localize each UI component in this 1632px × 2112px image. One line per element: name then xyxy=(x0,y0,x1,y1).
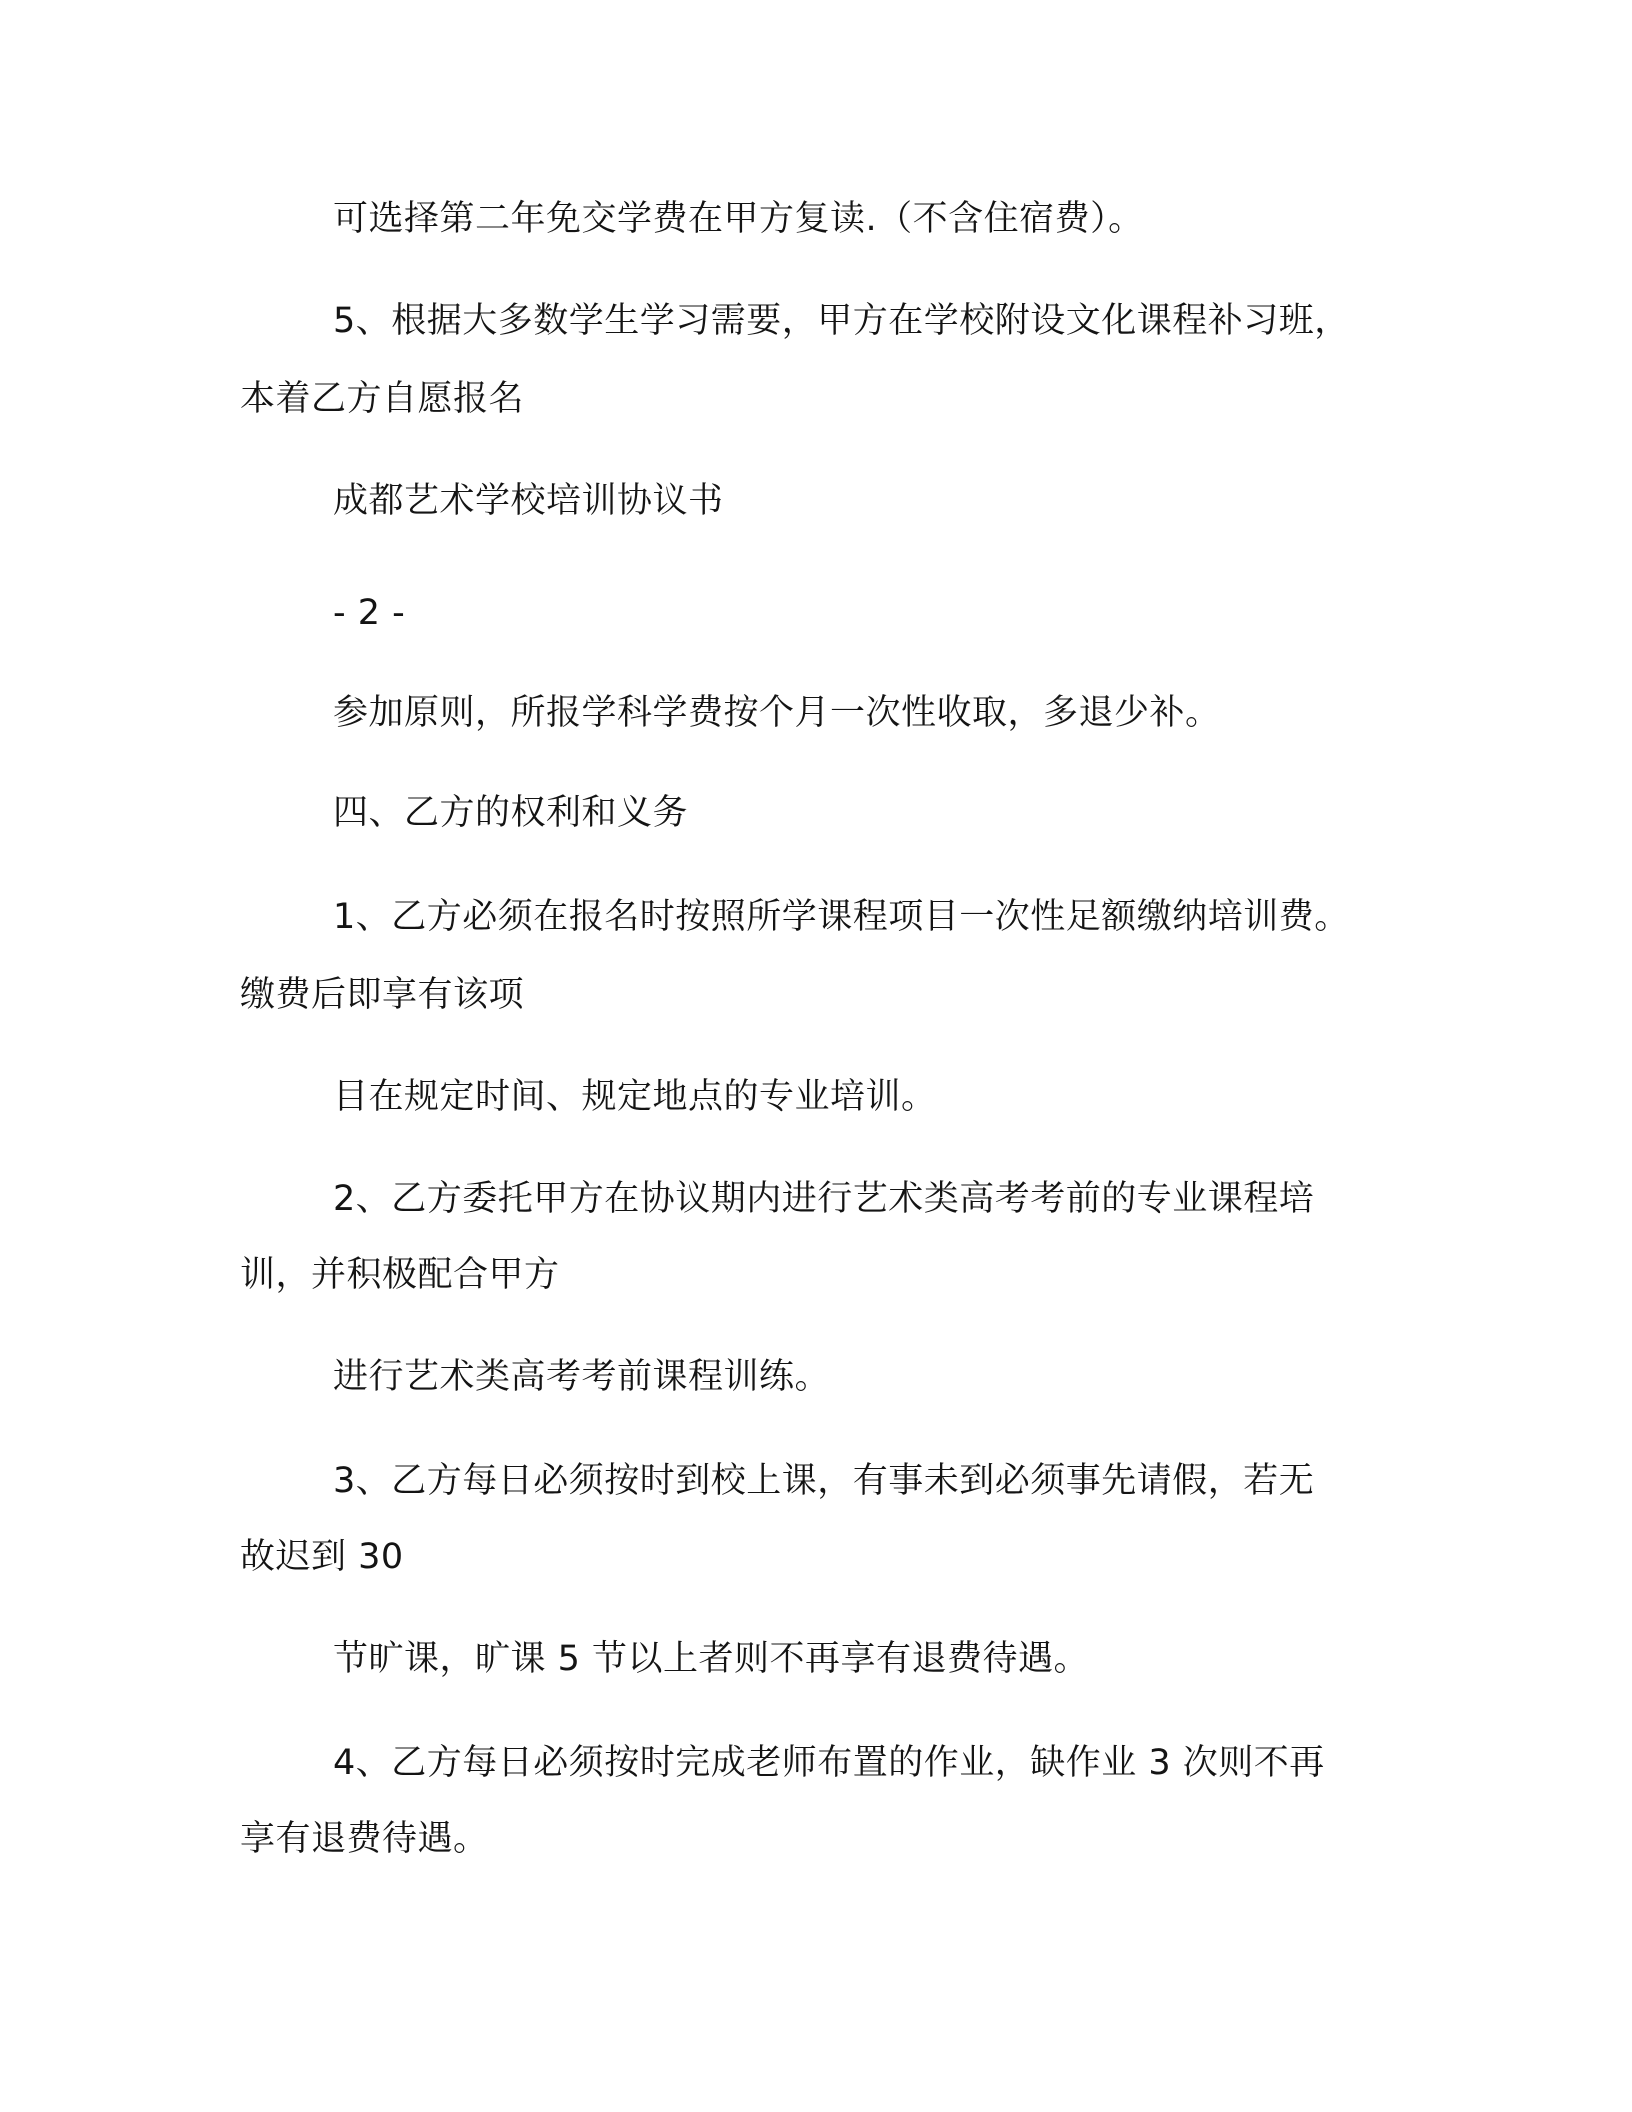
paragraph-line-clause-3-end: 节旷课，旷课 5 节以上者则不再享有退费待遇。 xyxy=(333,1639,1090,1679)
paragraph-line-clause-5: 5、根据大多数学生学习需要，甲方在学校附设文化课程补习班， xyxy=(333,301,1350,341)
paragraph-line-clause-2: 2、乙方委托甲方在协议期内进行艺术类高考考前的专业课程培 xyxy=(333,1179,1315,1219)
paragraph-line-clause-1-cont: 缴费后即享有该项 xyxy=(240,975,525,1015)
paragraph-line-clause-3: 3、乙方每日必须按时到校上课，有事未到必须事先请假，若无 xyxy=(333,1461,1315,1501)
paragraph-line-clause-3-cont: 故迟到 30 xyxy=(240,1537,404,1577)
paragraph-line-clause-1: 1、乙方必须在报名时按照所学课程项目一次性足额缴纳培训费。 xyxy=(333,897,1350,937)
running-header-title: 成都艺术学校培训协议书 xyxy=(333,481,724,521)
paragraph-line-fee-principle: 参加原则，所报学科学费按个月一次性收取，多退少补。 xyxy=(333,693,1221,733)
paragraph-line-clause-4: 4、乙方每日必须按时完成老师布置的作业，缺作业 3 次则不再 xyxy=(333,1743,1325,1783)
paragraph-line-clause-5-cont: 本着乙方自愿报名 xyxy=(240,379,525,419)
page-number: - 2 - xyxy=(333,593,406,633)
paragraph-line-clause-2-cont: 训，并积极配合甲方 xyxy=(240,1255,560,1295)
paragraph-line-repeat-year: 可选择第二年免交学费在甲方复读.（不含住宿费）。 xyxy=(333,199,1144,239)
paragraph-line-clause-1-end: 目在规定时间、规定地点的专业培训。 xyxy=(333,1077,937,1117)
paragraph-line-clause-2-end: 进行艺术类高考考前课程训练。 xyxy=(333,1357,831,1397)
section-heading-party-b-rights: 四、乙方的权利和义务 xyxy=(333,793,689,833)
paragraph-line-clause-4-cont: 享有退费待遇。 xyxy=(240,1819,489,1859)
